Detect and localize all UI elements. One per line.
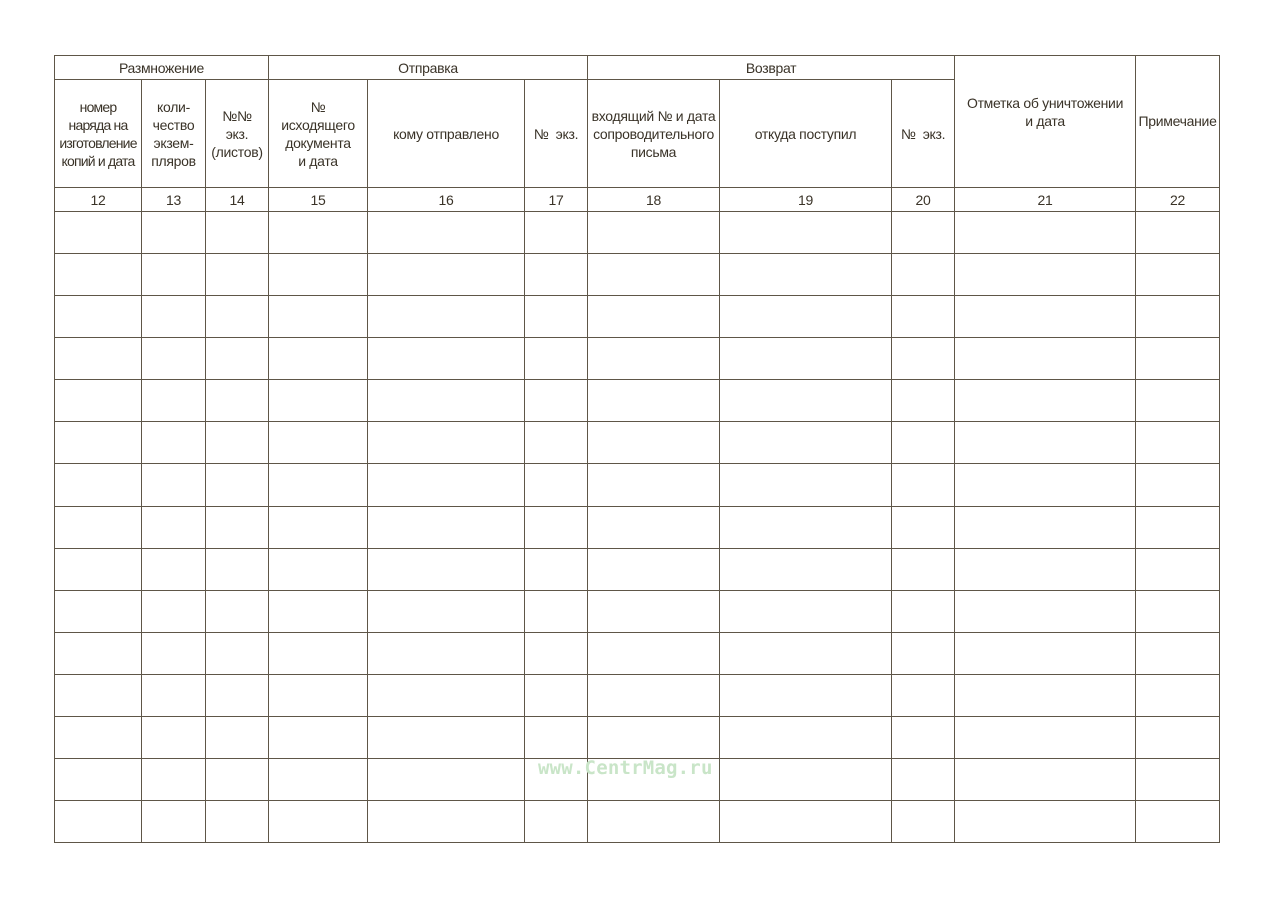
col-note-header [1136, 56, 1220, 188]
table-cell[interactable] [368, 338, 525, 380]
table-cell[interactable] [955, 548, 1136, 590]
table-cell[interactable] [206, 632, 269, 674]
table-cell[interactable] [55, 800, 142, 842]
table-cell[interactable] [525, 590, 588, 632]
table-cell[interactable] [206, 296, 269, 338]
table-row [55, 422, 1220, 464]
table-row [55, 632, 1220, 674]
table-cell[interactable] [142, 716, 206, 758]
table-cell[interactable] [142, 758, 206, 800]
table-cell[interactable] [206, 380, 269, 422]
table-cell[interactable] [588, 380, 720, 422]
table-cell[interactable] [269, 548, 368, 590]
table-cell[interactable] [368, 758, 525, 800]
table-cell[interactable] [1136, 506, 1220, 548]
col-number-21: 21 [955, 188, 1136, 212]
table-cell[interactable] [55, 254, 142, 296]
table-cell[interactable] [588, 632, 720, 674]
table-cell[interactable] [1136, 548, 1220, 590]
group-reproduction-label: Размножение [118, 59, 205, 76]
table-cell[interactable] [525, 506, 588, 548]
table-cell[interactable] [1136, 632, 1220, 674]
table-cell[interactable] [269, 464, 368, 506]
table-cell[interactable] [142, 506, 206, 548]
table-cell[interactable] [1136, 338, 1220, 380]
table-cell[interactable] [1136, 212, 1220, 254]
table-cell[interactable] [368, 212, 525, 254]
table-cell[interactable] [588, 590, 720, 632]
table-cell[interactable] [955, 632, 1136, 674]
column-number-row [55, 188, 1220, 212]
table-cell[interactable] [142, 590, 206, 632]
table-cell[interactable] [1136, 296, 1220, 338]
table-cell[interactable] [55, 716, 142, 758]
table-cell[interactable] [892, 632, 955, 674]
table-cell[interactable] [525, 254, 588, 296]
group-header-row [55, 56, 1220, 80]
col-number-19: 19 [720, 188, 892, 212]
table-cell[interactable] [1136, 464, 1220, 506]
table-cell[interactable] [588, 338, 720, 380]
col-number-13: 13 [142, 188, 206, 212]
col-number-22: 22 [1136, 188, 1220, 212]
table-cell[interactable] [55, 380, 142, 422]
table-cell[interactable] [955, 422, 1136, 464]
table-cell[interactable] [525, 800, 588, 842]
col-incoming-letter-header [588, 80, 720, 188]
table-cell[interactable] [368, 380, 525, 422]
table-cell[interactable] [206, 212, 269, 254]
table-cell[interactable] [720, 338, 892, 380]
table-cell[interactable] [368, 296, 525, 338]
table-cell[interactable] [368, 632, 525, 674]
table-cell[interactable] [955, 296, 1136, 338]
table-cell[interactable] [720, 506, 892, 548]
table-cell[interactable] [142, 338, 206, 380]
table-cell[interactable] [892, 254, 955, 296]
table-cell[interactable] [588, 212, 720, 254]
table-cell[interactable] [525, 674, 588, 716]
table-cell[interactable] [142, 296, 206, 338]
table-cell[interactable] [1136, 674, 1220, 716]
table-cell[interactable] [720, 296, 892, 338]
table-cell[interactable] [55, 758, 142, 800]
table-cell[interactable] [955, 212, 1136, 254]
col-dispatch-copy-no-label: № экз. [533, 125, 579, 142]
col-number-14: 14 [206, 188, 269, 212]
table-cell[interactable] [55, 212, 142, 254]
table-cell[interactable] [955, 716, 1136, 758]
col-received-from-label: откуда поступил [754, 125, 857, 142]
table-cell[interactable] [1136, 380, 1220, 422]
table-cell[interactable] [368, 254, 525, 296]
col-copy-numbers-header [206, 80, 269, 188]
col-number-12: 12 [55, 188, 142, 212]
table-cell[interactable] [525, 380, 588, 422]
col-number-16: 16 [368, 188, 525, 212]
table-cell[interactable] [1136, 422, 1220, 464]
table-cell[interactable] [142, 800, 206, 842]
table-cell[interactable] [206, 590, 269, 632]
table-cell[interactable] [525, 422, 588, 464]
table-cell[interactable] [955, 254, 1136, 296]
col-sent-to-label: кому отправлено [393, 125, 499, 142]
table-cell[interactable] [55, 338, 142, 380]
table-cell[interactable] [955, 674, 1136, 716]
table-cell[interactable] [955, 464, 1136, 506]
table-cell[interactable] [368, 548, 525, 590]
table-row [55, 674, 1220, 716]
table-row [55, 338, 1220, 380]
journal-table [54, 55, 1220, 843]
table-cell[interactable] [206, 338, 269, 380]
col-incoming-letter-label: входящий № и дата сопроводительного письма [591, 107, 716, 160]
table-cell[interactable] [525, 464, 588, 506]
table-cell[interactable] [588, 674, 720, 716]
table-cell[interactable] [269, 380, 368, 422]
table-cell[interactable] [588, 254, 720, 296]
table-cell[interactable] [892, 212, 955, 254]
col-received-from-header [720, 80, 892, 188]
table-cell[interactable] [955, 338, 1136, 380]
table-cell[interactable] [720, 674, 892, 716]
group-dispatch-label: Отправка [398, 59, 458, 76]
table-cell[interactable] [1136, 758, 1220, 800]
table-cell[interactable] [720, 254, 892, 296]
table-cell[interactable] [206, 464, 269, 506]
table-row [55, 800, 1220, 842]
table-cell[interactable] [142, 674, 206, 716]
table-cell[interactable] [892, 548, 955, 590]
table-cell[interactable] [955, 380, 1136, 422]
table-cell[interactable] [588, 422, 720, 464]
table-cell[interactable] [720, 758, 892, 800]
col-order-number-header [55, 80, 142, 188]
table-cell[interactable] [892, 296, 955, 338]
table-row [55, 212, 1220, 254]
table-cell[interactable] [892, 464, 955, 506]
col-note-label: Примечание [1138, 113, 1217, 129]
col-dispatch-copy-no-header [525, 80, 588, 188]
table-cell[interactable] [206, 758, 269, 800]
table-cell[interactable] [269, 674, 368, 716]
table-cell[interactable] [269, 800, 368, 842]
col-outgoing-doc-label: № исходящего документа и дата [281, 98, 355, 169]
table-cell[interactable] [892, 758, 955, 800]
table-cell[interactable] [1136, 590, 1220, 632]
table-cell[interactable] [720, 590, 892, 632]
table-cell[interactable] [269, 758, 368, 800]
table-cell[interactable] [1136, 800, 1220, 842]
table-row [55, 548, 1220, 590]
table-cell[interactable] [588, 800, 720, 842]
table-cell[interactable] [368, 800, 525, 842]
table-cell[interactable] [892, 380, 955, 422]
col-number-20: 20 [892, 188, 955, 212]
table-cell[interactable] [55, 422, 142, 464]
table-row [55, 380, 1220, 422]
col-copies-count-header [142, 80, 206, 188]
table-cell[interactable] [588, 506, 720, 548]
col-number-17: 17 [525, 188, 588, 212]
table-cell[interactable] [368, 674, 525, 716]
table-cell[interactable] [368, 422, 525, 464]
table-cell[interactable] [55, 548, 142, 590]
col-number-18: 18 [588, 188, 720, 212]
table-cell[interactable] [525, 716, 588, 758]
table-cell[interactable] [368, 716, 525, 758]
table-cell[interactable] [588, 548, 720, 590]
table-row [55, 464, 1220, 506]
table-cell[interactable] [206, 254, 269, 296]
table-cell[interactable] [720, 212, 892, 254]
table-cell[interactable] [269, 632, 368, 674]
table-cell[interactable] [720, 632, 892, 674]
col-sent-to-header [368, 80, 525, 188]
group-dispatch [269, 56, 588, 80]
table-cell[interactable] [892, 590, 955, 632]
table-cell[interactable] [269, 506, 368, 548]
table-cell[interactable] [588, 296, 720, 338]
col-destruction-mark-label: Отметка об уничтожении и дата [966, 95, 1124, 129]
table-cell[interactable] [892, 674, 955, 716]
table-cell[interactable] [892, 506, 955, 548]
table-cell[interactable] [55, 632, 142, 674]
table-cell[interactable] [720, 800, 892, 842]
table-cell[interactable] [142, 422, 206, 464]
table-cell[interactable] [269, 254, 368, 296]
col-return-copy-no-header [892, 80, 955, 188]
table-cell[interactable] [142, 212, 206, 254]
table-row [55, 254, 1220, 296]
table-cell[interactable] [55, 674, 142, 716]
table-cell[interactable] [142, 254, 206, 296]
table-cell[interactable] [368, 464, 525, 506]
table-row [55, 590, 1220, 632]
table-cell[interactable] [892, 338, 955, 380]
group-return-label: Возврат [745, 59, 797, 76]
table-cell[interactable] [955, 800, 1136, 842]
table-cell[interactable] [892, 800, 955, 842]
col-outgoing-doc-header [269, 80, 368, 188]
table-cell[interactable] [206, 716, 269, 758]
table-cell[interactable] [269, 296, 368, 338]
col-destruction-mark-header [955, 56, 1136, 188]
table-cell[interactable] [955, 506, 1136, 548]
table-cell[interactable] [368, 590, 525, 632]
table-cell[interactable] [525, 632, 588, 674]
group-reproduction [55, 56, 269, 80]
table-cell[interactable] [720, 380, 892, 422]
table-cell[interactable] [525, 212, 588, 254]
table-cell[interactable] [269, 338, 368, 380]
table-cell[interactable] [206, 800, 269, 842]
table-cell[interactable] [720, 716, 892, 758]
table-cell[interactable] [269, 422, 368, 464]
table-cell[interactable] [55, 296, 142, 338]
table-cell[interactable] [892, 422, 955, 464]
table-cell[interactable] [525, 338, 588, 380]
table-row [55, 296, 1220, 338]
table-cell[interactable] [720, 422, 892, 464]
table-cell[interactable] [142, 548, 206, 590]
table-cell[interactable] [206, 506, 269, 548]
table-cell[interactable] [206, 674, 269, 716]
table-cell[interactable] [55, 506, 142, 548]
watermark: www.CentrMag.ru [538, 757, 713, 779]
table-row [55, 506, 1220, 548]
table-cell[interactable] [955, 590, 1136, 632]
table-cell[interactable] [1136, 716, 1220, 758]
group-return [588, 56, 955, 80]
table-cell[interactable] [55, 464, 142, 506]
table-cell[interactable] [206, 422, 269, 464]
table-cell[interactable] [206, 548, 269, 590]
table-cell[interactable] [1136, 254, 1220, 296]
table-cell[interactable] [588, 464, 720, 506]
table-cell[interactable] [720, 464, 892, 506]
col-number-15: 15 [269, 188, 368, 212]
col-return-copy-no-label: № экз. [900, 125, 946, 142]
table-cell[interactable] [142, 380, 206, 422]
table-cell[interactable] [525, 296, 588, 338]
table-cell[interactable] [269, 590, 368, 632]
table-cell[interactable] [269, 212, 368, 254]
table-cell[interactable] [55, 590, 142, 632]
table-cell[interactable] [955, 758, 1136, 800]
table-cell[interactable] [142, 464, 206, 506]
table-cell[interactable] [588, 716, 720, 758]
col-copies-count-label: коли- чество экзем- пляров [151, 98, 196, 169]
table-row [55, 716, 1220, 758]
table-cell[interactable] [142, 632, 206, 674]
col-order-number-label: номер наряда на изготовление копий и дата [59, 98, 137, 169]
table-cell[interactable] [368, 506, 525, 548]
col-copy-numbers-label: №№ экз. (листов) [211, 107, 263, 160]
table-cell[interactable] [720, 548, 892, 590]
table-cell[interactable] [892, 716, 955, 758]
table-cell[interactable] [269, 716, 368, 758]
table-cell[interactable] [525, 548, 588, 590]
